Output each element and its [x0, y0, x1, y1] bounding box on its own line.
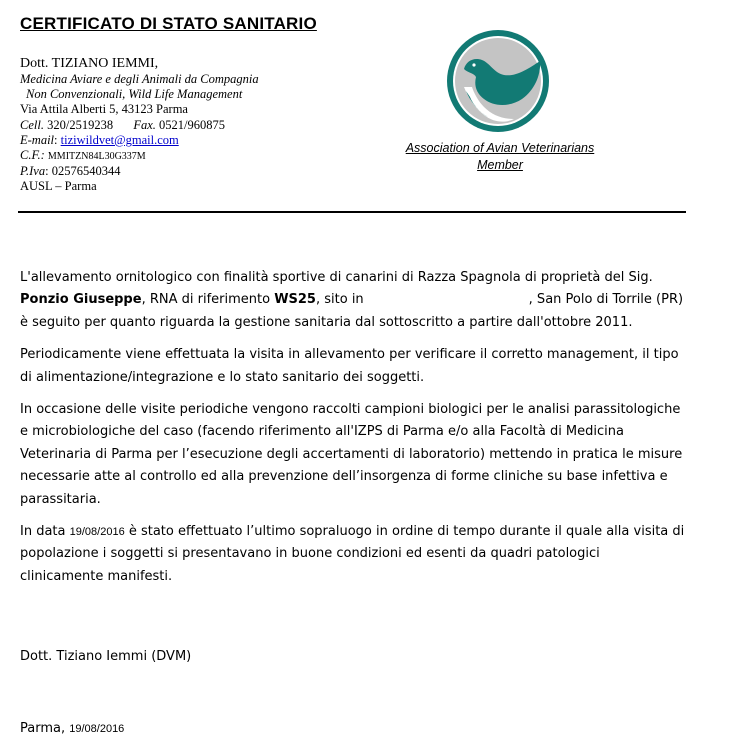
paragraph-1 [20, 267, 685, 334]
cell-label: Cell. [20, 117, 44, 132]
association-logo-icon [444, 27, 552, 135]
fax-label: Fax. [133, 117, 156, 132]
association-caption [380, 140, 620, 174]
rna-code: WS25 [274, 292, 316, 308]
p1-text-d: , San Polo di Torrile (PR) è seguito per quanto riguarda la gestione sanitaria dal sottoscritto a partire dall'ottobre 2011. [20, 292, 684, 330]
phone-line [20, 118, 259, 133]
paragraph-4 [20, 521, 685, 588]
document-title: CERTIFICATO DI STATO SANITARIO [20, 14, 317, 33]
email-label: E-mail [20, 132, 55, 147]
place: Parma, [20, 721, 66, 736]
vet-name: Dott. TIZIANO IEMMI, [20, 56, 159, 71]
signature: Dott. Tiziano Iemmi (DVM) [20, 649, 192, 664]
letterhead [20, 55, 259, 195]
p1-text-a: L'allevamento ornitologico con finalità sportive di canarini di Razza Spagnola di proprietà del Sig. [20, 270, 653, 285]
cf-label: C.F.: [20, 148, 45, 163]
paragraph-2: Periodicamente viene effettuata la visita in allevamento per verificare il corretto management, il tipo di alimentazione/integrazione e lo stato sanitario dei soggetti. [20, 347, 679, 385]
email-link[interactable]: tiziwildvet@gmail.com [60, 132, 179, 147]
piva-line: P.Iva: 02576540344 [20, 164, 121, 179]
certificate-body [20, 267, 685, 598]
association-name: Association of Avian Veterinarians [405, 141, 595, 155]
p1-text-b: , RNA di riferimento [141, 292, 271, 308]
cf-value: MMITZN84L30G337M [47, 151, 146, 163]
visit-date: 19/08/2016 [69, 526, 125, 539]
cell-number: 320/2519238 [47, 117, 114, 132]
email-line: E-mail: tiziwildvet@gmail.com [20, 132, 179, 147]
specialization-line-1: Medicina Aviare e degli Animali da Compagnia [20, 72, 259, 86]
fax-number: 0521/960875 [159, 117, 225, 132]
p1-text-c: , sito in [315, 292, 364, 308]
piva-value: 02576540344 [51, 164, 121, 179]
association-member: Member [477, 158, 523, 172]
ausl: AUSL – Parma [20, 179, 97, 194]
owner-name: Ponzio Giuseppe [20, 292, 142, 308]
address: Via Attila Alberti 5, 43123 Parma [20, 102, 188, 117]
p4-text-a: In data [20, 524, 66, 540]
cf-line [20, 148, 259, 164]
header-divider [18, 211, 686, 213]
paragraph-3: In occasione delle visite periodiche vengono raccolti campioni biologici per le analisi parassitologiche e microbiologiche del caso (facendo riferimento all'IZPS di Parma e/o alla Facoltà di Medicina Veterinaria di Parma per l’esecuzione degli accertamenti di laboratorio) mettendo in pratica le misure necessarie atte al controllo ed alla prevenzione dell’insorgenza di forme cliniche su base infettiva e parassitaria. [20, 402, 683, 507]
specialization-line-2: Non Convenzionali, Wild Life Management [26, 87, 243, 102]
piva-label: P.Iva [20, 164, 46, 179]
place-date [20, 721, 124, 736]
p4-text-b: è stato effettuato l’ultimo sopraluogo in ordine di tempo durante il quale alla visita di popolazione i soggetti si presentavano in buone condizioni ed esenti da quadri patologici clinicamente manifesti. [20, 524, 685, 584]
signature-date: 19/08/2016 [69, 723, 125, 735]
